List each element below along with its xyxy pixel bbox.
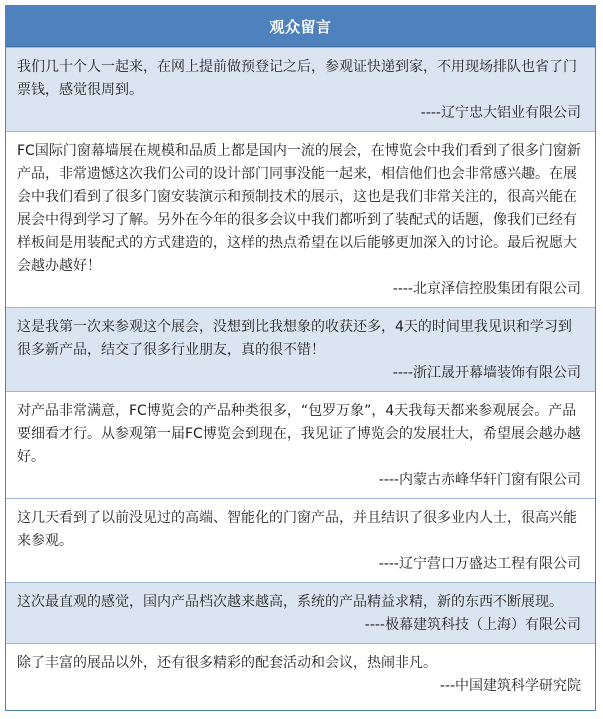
comment-item	[6, 131, 595, 307]
comment-text: 这次最直观的感觉，国内产品档次越来越高，系统的产品精益求精，新的东西不断展现。	[17, 594, 563, 610]
board-title: 观众留言	[6, 6, 595, 47]
comment-source: ----北京泽信控股集团有限公司	[392, 281, 581, 297]
comment-item	[6, 307, 595, 391]
comment-text: FC国际门窗幕墙展在规模和品质上都是国内一流的展会，在博览会中我们看到了很多门窗新产品，非常遗憾这次我们公司的设计部门同事没能一起来，相信他们也会非常感兴趣。在展会中我们看到了很多门窗安装演示和预制技术的展示，这也是我们非常关注的，很高兴能在展会中得到学习了解。另外在今年的很多会议中我们都听到了装配式的话题，像我们已经有样板间是用装配式的方式建造的，这样的热点希望在以后能够更加深入的讨论。最后祝愿大会越办越好！	[17, 143, 581, 274]
comment-text: 我们几十个人一起来，在网上提前做预登记之后，参观证快递到家，不用现场排队也省了门票钱，感觉很周到。	[17, 59, 577, 98]
comment-text: 对产品非常满意，FC博览会的产品种类很多，“包罗万象”，4天我每天都来参观展会。产品要细看才行。从参观第一届FC博览会到现在，我见证了博览会的发展壮大，希望展会越办越好。	[17, 403, 581, 465]
comments-board	[5, 5, 596, 711]
comment-source: ----内蒙古赤峰华轩门窗有限公司	[378, 472, 581, 488]
comment-item	[6, 391, 595, 498]
comment-text: 这是我第一次来参观这个展会，没想到比我想象的收获还多，4天的时间里我见识和学习到很多新产品，结交了很多行业朋友，真的很不错！	[17, 319, 572, 358]
comment-item	[6, 498, 595, 582]
comment-source: ----辽宁营口万盛达工程有限公司	[378, 556, 581, 572]
comment-item	[6, 582, 595, 643]
comment-item	[6, 47, 595, 131]
comment-source: ---中国建筑科学研究院	[439, 678, 581, 694]
comment-source: ----极幕建筑科技（上海）有限公司	[364, 617, 581, 633]
comment-source: ----浙江晟开幕墙装饰有限公司	[392, 365, 581, 381]
comment-text: 这几天看到了以前没见过的高端、智能化的门窗产品，并且结识了很多业内人士，很高兴能来参观。	[17, 510, 577, 549]
comment-item	[6, 643, 595, 704]
comment-text: 除了丰富的展品以外，还有很多精彩的配套活动和会议，热闹非凡。	[17, 655, 437, 671]
comment-source: ----辽宁忠大铝业有限公司	[420, 105, 581, 121]
